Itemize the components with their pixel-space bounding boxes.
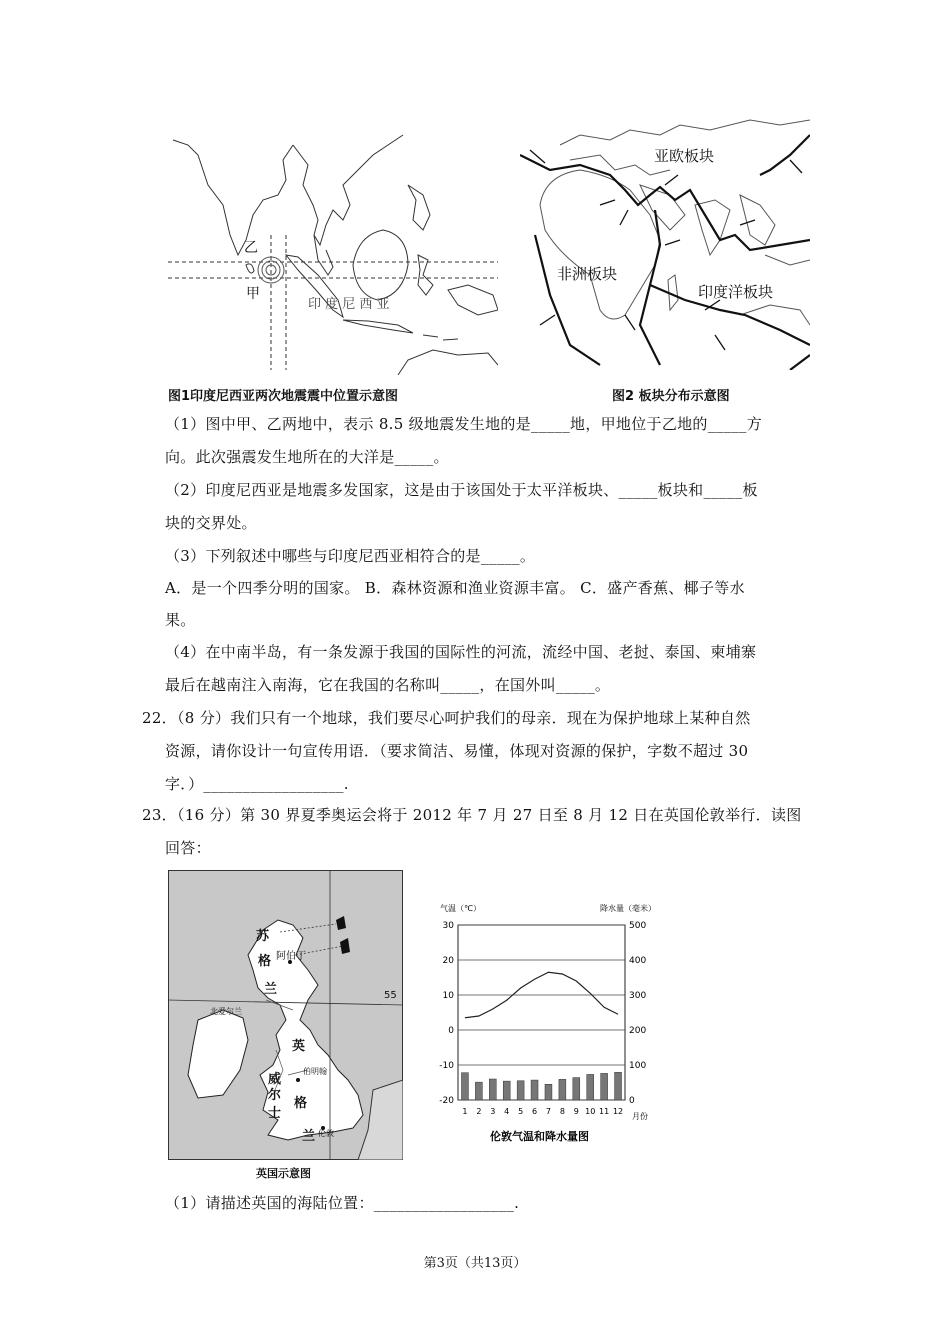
chart-yticks-left (439, 921, 454, 1106)
xtick-label: 4 (504, 1107, 510, 1116)
xtick-label: 1 (462, 1107, 468, 1116)
precip-bar-1 (461, 1073, 468, 1100)
q22-line1: 22．（8 分）我们只有一个地球，我们要尽心呵护我们的母亲．现在为保护地球上某种自然 (142, 709, 751, 727)
uk-label-london: 伦敦 (318, 1129, 334, 1138)
xtick-label: 2 (476, 1107, 482, 1116)
q23-line1: 23．（16 分）第 30 界夏季奥运会将于 2012 年 7 月 27 日至 8 月 12 日在英国伦敦举行．读图 (142, 806, 802, 824)
precip-bar-2 (475, 1082, 482, 1100)
q21-part1-line2: 向。此次强震发生地所在的大洋是_____。 (165, 448, 449, 466)
uk-label-ying: 英 (292, 1039, 306, 1054)
precip-bar-4 (503, 1081, 510, 1100)
xtick-label: 12 (612, 1107, 624, 1116)
label-indian-plate: 印度洋板块 (698, 283, 774, 301)
chart-xticks (462, 1107, 623, 1116)
uk-label-lan2: 兰 (302, 1129, 316, 1144)
label-jia: 甲 (246, 286, 260, 302)
xtick-label: 3 (490, 1107, 496, 1116)
q21-part2-line1: （2）印度尼西亚是地震多发国家，这是由于该国处于太平洋板块、_____板块和_____板 (165, 481, 758, 499)
q21-part4-line1: （4）在中南半岛，有一条发源于我国的国际性的河流，流经中国、老挝、泰国、柬埔寨 (165, 643, 757, 661)
precip-bar-11 (601, 1073, 608, 1100)
q22-line2: 资源，请你设计一句宣传用语．（要求简洁、易懂，体现对资源的保护，字数不超过 30 (165, 742, 749, 760)
label-indonesia: 印 度 尼 西 亚 (308, 297, 390, 312)
figure-2-caption: 图2 板块分布示意图 (612, 389, 730, 404)
uk-label-er: 尔 (268, 1088, 282, 1103)
xtick-label: 7 (545, 1107, 552, 1116)
precip-bar-3 (489, 1079, 496, 1100)
ytick-left-label: -10 (439, 1061, 454, 1071)
uk-label-su: 苏 (256, 929, 270, 944)
chart-title: 伦敦气温和降水量图 (490, 1130, 589, 1143)
uk-label-wei: 威 (268, 1072, 282, 1087)
ytick-left-label: 20 (442, 956, 454, 966)
uk-label-nireland: 北爱尔兰 (210, 1007, 242, 1016)
ytick-right-label: 200 (629, 1026, 647, 1036)
chart-frame (458, 925, 625, 1100)
uk-label-lat55: 55 (384, 990, 397, 1001)
chart-ylabel-left: 气温（℃） (440, 904, 481, 913)
xtick-label: 10 (585, 1107, 596, 1116)
ytick-left-label: 0 (448, 1026, 454, 1036)
ytick-left-label: 10 (442, 991, 454, 1001)
climate-chart-svg (420, 895, 670, 1155)
label-eurasian-plate: 亚欧板块 (654, 147, 715, 165)
chart-grid (458, 925, 625, 1100)
uk-map-caption: 英国示意图 (256, 1167, 311, 1180)
q23-part1: （1）请描述英国的海陆位置：__________________. (165, 1194, 520, 1212)
uk-label-ge1: 格 (258, 954, 272, 969)
label-african-plate: 非洲板块 (557, 265, 618, 283)
q21-part3-line3: 果。 (165, 611, 196, 629)
xtick-label: 6 (531, 1107, 538, 1116)
precip-bar-10 (587, 1074, 594, 1100)
q21-part3-line1: （3）下列叙述中哪些与印度尼西亚相符合的是_____。 (165, 547, 536, 565)
uk-map (168, 870, 403, 1160)
london-climate-chart (420, 895, 670, 1155)
chart-precip-bars (461, 1072, 621, 1100)
precip-bar-12 (615, 1072, 622, 1100)
uk-label-ge2: 格 (294, 1096, 308, 1111)
q21-part4-line2: 最后在越南注入南海，它在我国的名称叫_____，在国外叫_____。 (165, 676, 611, 694)
precip-bar-6 (531, 1080, 538, 1100)
uk-map-drawing (168, 870, 403, 1160)
ytick-right-label: 0 (629, 1096, 635, 1106)
uk-label-aberdeen: 阿伯丁 (276, 951, 306, 962)
xtick-label: 8 (559, 1107, 565, 1116)
figure-2-plate-map (520, 115, 810, 370)
q21-part2-line2: 块的交界处。 (165, 514, 257, 532)
label-yi: 乙 (244, 240, 258, 256)
ytick-right-label: 500 (629, 921, 647, 931)
chart-yticks-right (629, 921, 646, 1106)
q21-part1-line1: （1）图中甲、乙两地中，表示 8.5 级地震发生地的是_____地，甲地位于乙地的_____方 (165, 415, 763, 433)
ytick-right-label: 400 (629, 956, 647, 966)
precip-bar-9 (573, 1078, 580, 1100)
q22-line3: 字．）__________________. (165, 775, 349, 793)
xtick-label: 9 (573, 1107, 579, 1116)
page-footer: 第3页（共13页） (423, 1256, 527, 1271)
figure-1-caption: 图1印度尼西亚两次地震震中位置示意图 (168, 389, 399, 404)
precip-bar-7 (545, 1084, 552, 1100)
xtick-label: 11 (599, 1107, 610, 1116)
figure-1-indonesia-map (168, 125, 498, 375)
uk-label-shi: 士 (268, 1106, 282, 1121)
precip-bar-5 (517, 1081, 524, 1100)
q23-line2: 回答： (165, 839, 211, 857)
ytick-right-label: 300 (629, 991, 647, 1001)
ytick-left-label: -20 (439, 1096, 454, 1106)
precip-bar-8 (559, 1079, 566, 1100)
uk-label-birmingham: 伯明翰 (303, 1067, 327, 1076)
ytick-left-label: 30 (442, 921, 454, 931)
uk-label-lan1: 兰 (264, 982, 278, 997)
chart-ylabel-right: 降水量（毫米） (600, 904, 656, 913)
ytick-right-label: 100 (629, 1061, 647, 1071)
chart-xlabel: 月份 (632, 1112, 648, 1121)
xtick-label: 5 (518, 1107, 524, 1116)
q21-part3-line2: A．是一个四季分明的国家。 B．森林资源和渔业资源丰富。 C．盛产香蕉、椰子等水 (165, 579, 745, 597)
indonesia-map-drawing (168, 125, 498, 375)
